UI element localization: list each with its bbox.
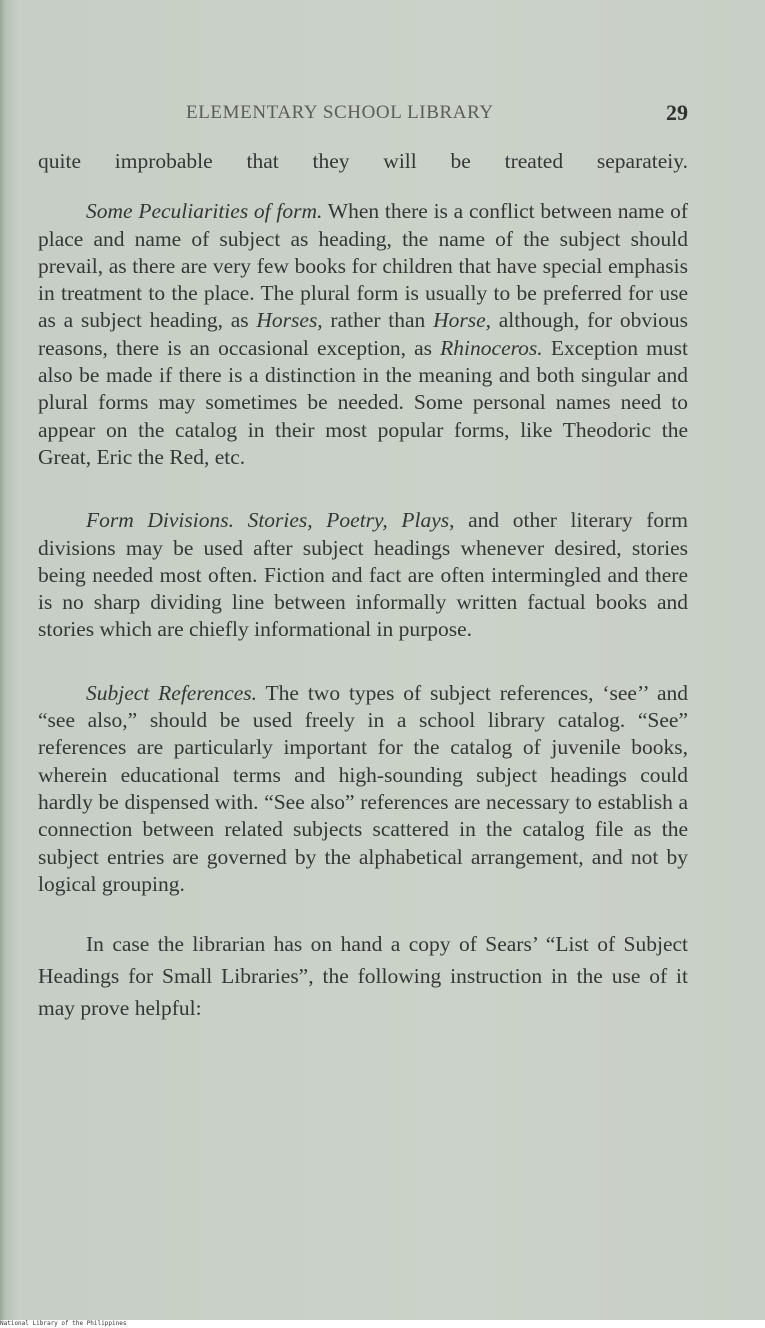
running-title: ELEMENTARY SCHOOL LIBRARY: [186, 102, 494, 123]
paragraph-text: and other literary form divisions may be used after subject headings whenever desired, stories being needed most often. Fiction and fact are often intermingled and there is no sharp dividing line between informally written factual books and stories which are chiefly informational in purpose.: [38, 508, 688, 642]
example-term: Horse,: [433, 308, 491, 333]
paragraph-text: When there is a conflict between name of place and name of subject as heading, the name of the subject should prevail, as there are very few books for children that have special emphasis in treatment to the place. The plural form is usually to be preferred for use as a subject heading, as: [38, 199, 688, 333]
paragraph-text: The two types of subject references, ‘see’’ and “see also,” should be used freely in a school library catalog. “See” references are particularly important for the catalog of juvenile books, wherein educational terms and high-sounding subject headings could hardly be dispensed with. “See also” references are necessary to establish a connection between related subjects scattered in the catalog file as the subject entries are governed by the alphabetical arrangement, and not by logical grouping.: [38, 680, 688, 896]
paragraph-peculiarities-of-form: [38, 198, 688, 471]
paragraph-text: although, for obvious reasons, there is an occasional exception, as: [38, 308, 688, 360]
example-term: Horses,: [256, 308, 323, 333]
page-body: [38, 148, 688, 1024]
paragraph-subject-references: [38, 680, 688, 898]
paragraph-heading: Subject References.: [86, 680, 258, 705]
paragraph-heading: Form Divisions. Stories, Poetry, Plays,: [86, 508, 455, 533]
footer-credit: National Library of the Philippines: [0, 1320, 127, 1327]
paragraph-text: rather than: [322, 308, 434, 333]
paragraph-text: Exception must also be made if there is a distinction in the meaning and both singular and plural forms may sometimes be needed. Some personal names need to appear on the catalog in their most popular forms, like Theodoric the Great, Eric the Red, etc.: [38, 335, 688, 469]
page-number: 29: [666, 100, 688, 125]
paragraph-heading: Some Peculiarities of form.: [86, 199, 323, 224]
paragraph-form-divisions: [38, 507, 688, 643]
page-header: [0, 102, 765, 130]
example-term: Rhinoceros.: [440, 335, 543, 360]
paragraph-sears-list: In case the librarian has on hand a copy of Sears’ “List of Subject Headings for Small Libraries”, the following instruction in the use of it may prove helpful:: [38, 932, 688, 1021]
continuation-line: quite improbable that they will be treated separateiy.: [38, 149, 688, 173]
